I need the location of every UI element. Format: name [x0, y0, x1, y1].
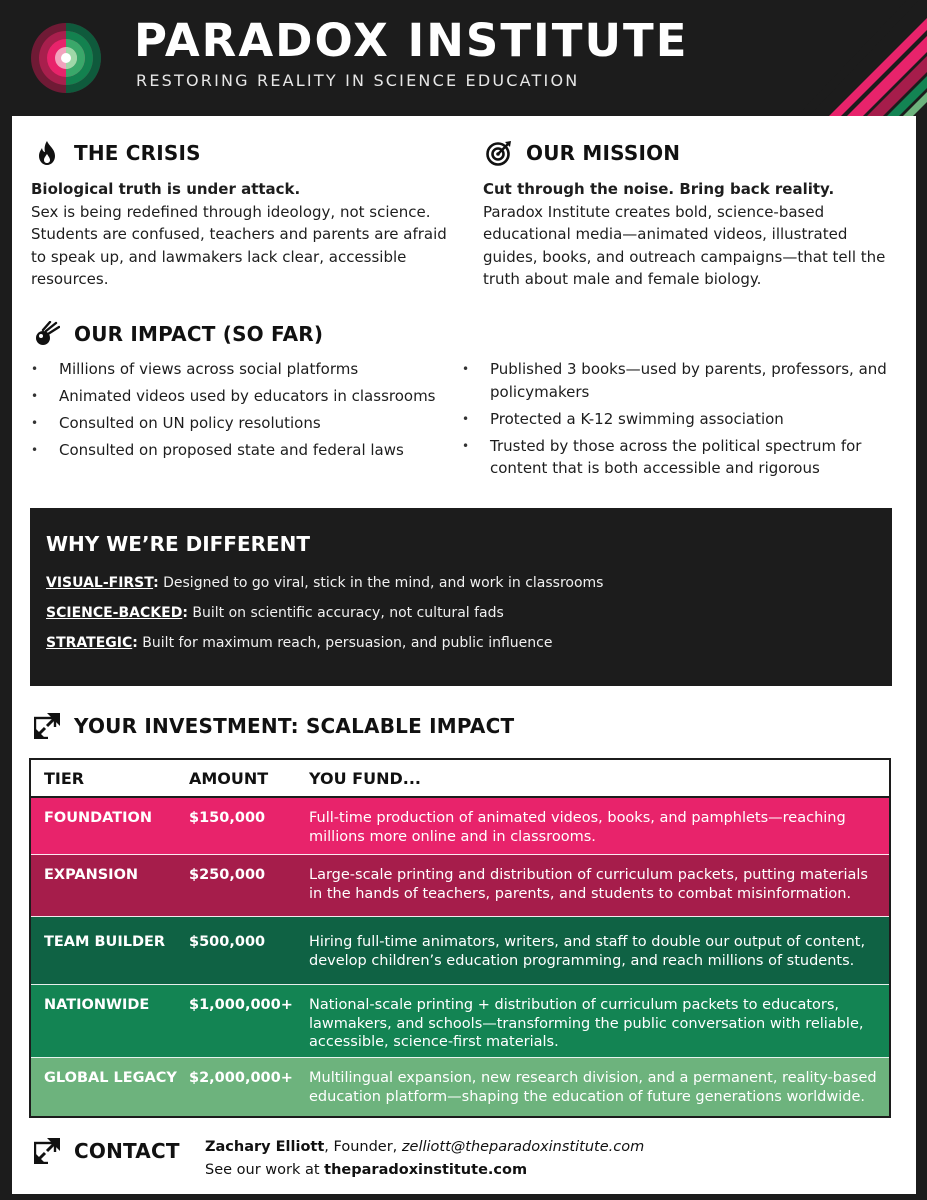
- mission-text: [483, 178, 903, 291]
- tier-amount: $250,000: [189, 867, 266, 883]
- investment-heading: YOUR INVESTMENT: SCALABLE IMPACT: [34, 713, 514, 739]
- logo: [30, 22, 102, 94]
- crisis-lead: Biological truth is under attack.: [31, 180, 301, 198]
- tier-name: GLOBAL LEGACY: [44, 1070, 177, 1086]
- tier-name: FOUNDATION: [44, 810, 153, 826]
- page-subtitle: RESTORING REALITY IN SCIENCE EDUCATION: [136, 71, 580, 90]
- table-header: [31, 760, 889, 798]
- list-item: • Consulted on proposed state and federal laws: [31, 439, 451, 462]
- list-item: • Trusted by those across the political spectrum for content that is both accessible and rigorous: [462, 435, 902, 480]
- tier-description: National-scale printing + distribution of curriculum packets to educators, lawmakers, and schools—transforming the public conversation with reliable, accessible, science-first materials.: [309, 997, 864, 1050]
- table-row: [31, 917, 889, 985]
- why-row: VISUAL-FIRST: Designed to go viral, stick in the mind, and work in classrooms: [46, 575, 604, 591]
- target-icon: [486, 140, 512, 166]
- investment-table: [29, 758, 891, 1118]
- list-item: • Published 3 books—used by parents, professors, and policymakers: [462, 358, 902, 403]
- why-different-box: [30, 508, 892, 686]
- impact-heading: OUR IMPACT (SO FAR): [34, 321, 323, 347]
- contact-name: Zachary Elliott: [205, 1139, 325, 1155]
- website-link[interactable]: theparadoxinstitute.com: [324, 1162, 528, 1178]
- why-row: SCIENCE-BACKED: Built on scientific accuracy, not cultural fads: [46, 605, 504, 621]
- impact-list-right: [462, 358, 902, 484]
- table-row: [31, 985, 889, 1058]
- column-header: TIER: [44, 768, 85, 788]
- tier-name: TEAM BUILDER: [44, 934, 166, 950]
- table-row: [31, 1058, 889, 1116]
- page-title: PARADOX INSTITUTE: [134, 14, 689, 67]
- mission-lead: Cut through the noise. Bring back reality.: [483, 180, 835, 198]
- crisis-body: Sex is being redefined through ideology, not science. Students are confused, teachers and parents are afraid to speak up, and lawmakers lack clear, accessible resources.: [31, 202, 447, 289]
- tier-description: Large-scale printing and distribution of curriculum packets, putting materials in the hands of teachers, parents, and students to combat misinformation.: [309, 867, 868, 902]
- tier-name: NATIONWIDE: [44, 997, 150, 1013]
- contact-email[interactable]: zelliott@theparadoxinstitute.com: [401, 1139, 645, 1155]
- mission-body: Paradox Institute creates bold, science-based educational media—animated videos, illustrated guides, books, and outreach campaigns—that tell the truth about male and female biology.: [483, 202, 886, 289]
- list-item: • Protected a K-12 swimming association: [462, 408, 902, 431]
- comet-icon: [34, 321, 60, 347]
- mission-heading: OUR MISSION: [486, 140, 680, 166]
- contact-heading: CONTACT: [34, 1138, 180, 1164]
- tier-amount: $1,000,000+: [189, 997, 293, 1013]
- decorative-stripes: [757, 0, 927, 116]
- list-item: • Animated videos used by educators in classrooms: [31, 385, 451, 408]
- tier-amount: $2,000,000+: [189, 1070, 293, 1086]
- expand-arrows-icon: [34, 1138, 60, 1164]
- tier-description: Full-time production of animated videos, books, and pamphlets—reaching millions more online and in classrooms.: [309, 810, 846, 845]
- table-row: [31, 855, 889, 917]
- tier-name: EXPANSION: [44, 867, 139, 883]
- list-item: • Consulted on UN policy resolutions: [31, 412, 451, 435]
- flame-icon: [34, 140, 60, 166]
- contact-details: Zachary Elliott, Founder, zelliott@theparadoxinstitute.com See our work at theparadoxinstitute.com: [205, 1139, 645, 1178]
- crisis-heading: THE CRISIS: [34, 140, 201, 166]
- why-row: STRATEGIC: Built for maximum reach, persuasion, and public influence: [46, 635, 553, 651]
- list-item: • Millions of views across social platforms: [31, 358, 451, 381]
- header: [0, 0, 927, 116]
- crisis-text: [31, 178, 451, 291]
- why-heading: WHY WE’RE DIFFERENT: [46, 532, 311, 556]
- table-row: [31, 798, 889, 855]
- tier-amount: $150,000: [189, 810, 266, 826]
- tier-description: Hiring full-time animators, writers, and staff to double our output of content, develop children’s education programming, and reach millions of students.: [309, 934, 866, 969]
- tier-description: Multilingual expansion, new research division, and a permanent, reality-based education platform—shaping the education of future generations worldwide.: [309, 1070, 877, 1105]
- column-header: AMOUNT: [189, 768, 269, 788]
- column-header: YOU FUND...: [309, 768, 422, 788]
- expand-arrows-icon: [34, 713, 60, 739]
- tier-amount: $500,000: [189, 934, 266, 950]
- impact-list-left: [31, 358, 451, 466]
- content-sheet: [12, 116, 916, 1194]
